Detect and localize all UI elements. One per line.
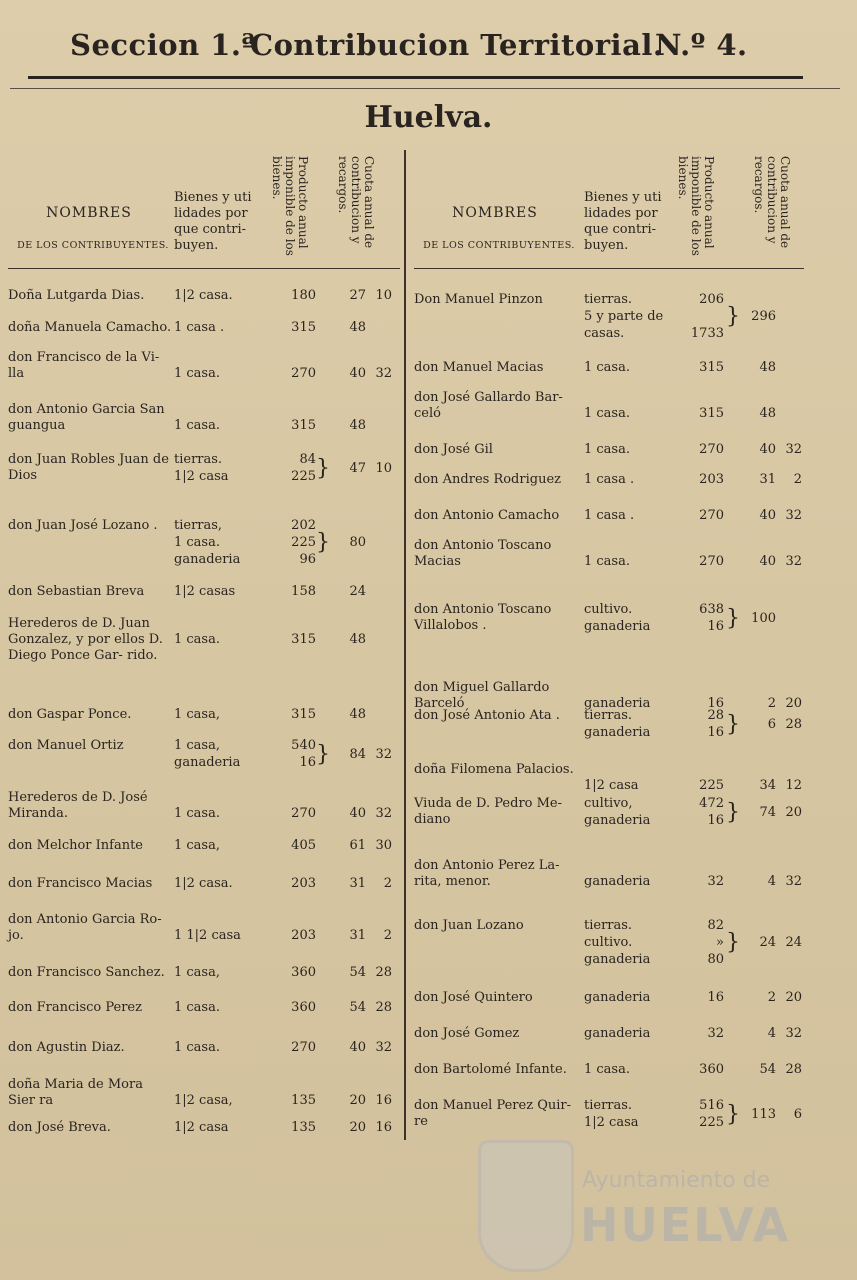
cuota-value xyxy=(324,707,392,723)
cuota-maravedis: 32 xyxy=(785,508,802,523)
bienes-entry: 1|2 casas xyxy=(174,584,236,599)
bienes-entry: 1 casa. xyxy=(174,535,220,550)
bienes-entry: 1 casa. xyxy=(584,554,630,569)
cuota-reales: 61 xyxy=(349,838,366,853)
cuota-reales: 47 xyxy=(349,460,366,476)
names-subheader: DE LOS CONTRIBUYENTES. xyxy=(17,240,169,251)
right-table-header xyxy=(414,150,804,269)
cuota-value xyxy=(736,1062,802,1078)
cuota-reales: 74 xyxy=(759,804,776,820)
producto-value: 32 xyxy=(707,1026,724,1041)
bienes-entry: 1 casa, xyxy=(174,838,220,853)
cuota-value xyxy=(324,747,392,763)
bienes-entry: 1 casa, xyxy=(174,965,220,980)
page-number: N.º 4. xyxy=(655,28,748,62)
contributor-name: don Juan Lozano xyxy=(414,918,524,933)
cuota-header: Cuota anual de contribucion y recargos. xyxy=(336,156,376,249)
cuota-reales: 40 xyxy=(349,806,366,821)
producto-value: 360 xyxy=(291,1000,316,1015)
cuota-reales: 27 xyxy=(349,288,366,303)
cuota-maravedis: 32 xyxy=(785,442,802,457)
contributor-name: Viuda de D. Pedro Me- diano xyxy=(414,796,563,827)
contributor-name: don Antonio Garcia Ro- jo. xyxy=(8,912,162,943)
cuota-reales: 80 xyxy=(349,535,366,550)
page-header xyxy=(0,28,857,72)
producto-value: 225 xyxy=(699,778,724,793)
contributor-name: don Antonio Camacho xyxy=(414,508,560,523)
cuota-header: Cuota anual de contribucion y recargos. xyxy=(752,156,792,249)
cuota-value xyxy=(736,696,802,712)
bienes-entry: 1 casa. xyxy=(174,418,220,433)
cuota-maravedis: 28 xyxy=(785,716,802,732)
cuota-value xyxy=(324,1000,392,1016)
names-header: NOMBRES xyxy=(46,205,132,221)
producto-header: Producto anual imponible de los bienes. xyxy=(676,156,716,256)
bienes-entry: ganaderia xyxy=(584,990,651,1005)
contributor-name: don Francisco Perez xyxy=(8,1000,142,1015)
producto-value: 96 xyxy=(299,552,316,567)
cuota-reales: 48 xyxy=(349,707,366,722)
cuota-reales: 40 xyxy=(759,508,776,523)
producto-value: 135 xyxy=(291,1120,316,1135)
watermark-line1: Ayuntamiento de xyxy=(582,1168,771,1193)
cuota-maravedis: 12 xyxy=(785,778,802,793)
cuota-value xyxy=(324,1040,392,1056)
producto-value: 360 xyxy=(291,965,316,980)
contributor-name: don Juan José Lozano . xyxy=(8,518,158,533)
producto-value: 32 xyxy=(707,874,724,889)
producto-value: 516 xyxy=(699,1098,724,1113)
cuota-maravedis: 32 xyxy=(375,746,392,762)
producto-value: 472 xyxy=(699,796,724,811)
crest-icon xyxy=(478,1140,574,1272)
cuota-value xyxy=(736,508,802,524)
bienes-entry: 1 casa. xyxy=(584,1062,630,1077)
contributor-name: don Juan Robles Juan de Dios xyxy=(8,452,169,483)
cuota-maravedis: 24 xyxy=(785,935,802,950)
bienes-entry: 5 y parte de xyxy=(584,309,664,324)
cuota-value xyxy=(324,320,392,336)
section-label: Seccion 1.ª xyxy=(70,28,257,62)
header-rule xyxy=(28,76,803,79)
bienes-entry: 1|2 casa xyxy=(174,1120,229,1135)
cuota-value xyxy=(324,418,392,434)
producto-value: 158 xyxy=(291,584,316,599)
grouping-brace-icon: } xyxy=(726,930,740,955)
bienes-entry: ganaderia xyxy=(584,1026,651,1041)
cuota-value xyxy=(324,366,392,382)
producto-value: 16 xyxy=(707,813,724,828)
producto-value: 360 xyxy=(699,1062,724,1077)
cuota-reales: 34 xyxy=(759,778,776,793)
cuota-value xyxy=(736,472,802,488)
bienes-entry: ganaderia xyxy=(584,725,651,740)
bienes-entry: 1 casa, xyxy=(174,738,220,753)
cuota-value xyxy=(324,632,392,648)
cuota-reales: 48 xyxy=(349,320,366,335)
contributor-name: don Francisco Sanchez. xyxy=(8,965,165,980)
bienes-entry: 1|2 casa xyxy=(584,778,639,793)
bienes-header: Bienes y uti lidades por que contri- buyen. xyxy=(584,190,662,253)
contributor-name: don José Breva. xyxy=(8,1120,111,1135)
contributor-name: don Francisco de la Vi- lla xyxy=(8,350,160,381)
bienes-entry: 1 1|2 casa xyxy=(174,928,241,943)
cuota-reales: 54 xyxy=(349,1000,366,1015)
contributor-name: don José Antonio Ata . xyxy=(414,708,560,723)
cuota-value xyxy=(324,965,392,981)
cuota-reales: 48 xyxy=(349,632,366,647)
producto-value: 82 xyxy=(707,918,724,933)
contributor-name: don Antonio Perez La- rita, menor. xyxy=(414,858,560,889)
producto-value: 135 xyxy=(291,1093,316,1108)
cuota-reales: 100 xyxy=(751,610,776,626)
producto-value: 270 xyxy=(699,508,724,523)
cuota-value xyxy=(736,778,802,794)
grouping-brace-icon: } xyxy=(726,711,740,737)
bienes-entry: tierras, xyxy=(174,518,223,533)
contributor-name: doña Manuela Camacho. xyxy=(8,320,172,335)
cuota-reales: 54 xyxy=(349,965,366,980)
cuota-value xyxy=(736,990,802,1006)
cuota-maravedis: 32 xyxy=(375,806,392,821)
bienes-entry: tierras. xyxy=(584,708,633,723)
bienes-entry: 1 casa. xyxy=(584,442,630,457)
cuota-value xyxy=(736,611,802,627)
cuota-maravedis: 32 xyxy=(375,1040,392,1055)
producto-value: 315 xyxy=(291,418,316,433)
cuota-value xyxy=(324,1093,392,1109)
contributor-name: don Antonio Toscano Villalobos . xyxy=(414,602,552,633)
grouping-brace-icon: } xyxy=(726,605,740,631)
producto-value: 315 xyxy=(699,406,724,421)
producto-value: 28 xyxy=(707,708,724,723)
cuota-maravedis: 10 xyxy=(375,460,392,476)
cuota-reales: 48 xyxy=(759,406,776,421)
cuota-value xyxy=(324,288,392,304)
cuota-reales: 31 xyxy=(349,876,366,891)
cuota-maravedis: 20 xyxy=(785,804,802,820)
cuota-reales: 113 xyxy=(751,1106,776,1122)
bienes-entry: ganaderia xyxy=(584,619,651,634)
producto-value: 206 xyxy=(699,292,724,307)
grouping-brace-icon: } xyxy=(726,304,740,329)
cuota-value xyxy=(736,309,802,325)
cuota-value xyxy=(736,1107,802,1123)
bienes-entry: 1|2 casa. xyxy=(174,876,233,891)
city-heading: Huelva. xyxy=(364,100,493,135)
contributor-name: don Antonio Garcia San guangua xyxy=(8,402,165,433)
producto-value: 225 xyxy=(291,469,316,484)
bienes-entry: ganaderia xyxy=(174,552,241,567)
bienes-entry: 1 casa, xyxy=(174,707,220,722)
bienes-entry: 1|2 casa xyxy=(174,469,229,484)
bienes-entry: 1 casa . xyxy=(584,508,635,523)
bienes-entry: cultivo, xyxy=(584,796,633,811)
grouping-brace-icon: } xyxy=(316,455,330,481)
contributor-name: don Sebastian Breva xyxy=(8,584,145,599)
cuota-maravedis: 2 xyxy=(383,876,392,891)
archive-watermark xyxy=(478,1140,791,1270)
contributor-name: don José Gallardo Bar- celó xyxy=(414,390,563,421)
producto-value: 315 xyxy=(291,632,316,647)
cuota-reales: 20 xyxy=(349,1093,366,1108)
producto-value: 270 xyxy=(699,442,724,457)
cuota-value xyxy=(736,935,802,951)
grouping-brace-icon: } xyxy=(726,1101,740,1127)
contributor-name: don Andres Rodriguez xyxy=(414,472,561,487)
producto-value: 1733 xyxy=(690,326,724,341)
cuota-maravedis: 28 xyxy=(375,965,392,980)
cuota-reales: 2 xyxy=(767,990,776,1005)
producto-value: 315 xyxy=(291,320,316,335)
producto-value: 180 xyxy=(291,288,316,303)
header-rule-thin xyxy=(10,88,840,89)
bienes-entry: cultivo. xyxy=(584,935,633,950)
cuota-value xyxy=(736,805,802,821)
bienes-entry: tierras. xyxy=(584,292,633,307)
producto-value: 16 xyxy=(299,755,316,770)
cuota-value xyxy=(324,535,392,551)
producto-value: 270 xyxy=(699,554,724,569)
cuota-maravedis: 16 xyxy=(375,1120,392,1135)
producto-value: 203 xyxy=(291,928,316,943)
cuota-reales: 6 xyxy=(767,716,776,732)
contributor-name: Don Manuel Pinzon xyxy=(414,292,543,307)
cuota-value xyxy=(736,874,802,890)
bienes-entry: ganaderia xyxy=(584,874,651,889)
cuota-value xyxy=(324,806,392,822)
cuota-value xyxy=(324,584,392,600)
contributor-name: don Antonio Toscano Macias xyxy=(414,538,552,569)
cuota-value xyxy=(736,442,802,458)
producto-value: » xyxy=(716,935,724,950)
cuota-value xyxy=(736,406,802,422)
contributor-name: don Manuel Ortiz xyxy=(8,738,124,753)
cuota-reales: 296 xyxy=(751,309,776,324)
contributor-name: Doña Lutgarda Dias. xyxy=(8,288,145,303)
cuota-reales: 54 xyxy=(759,1062,776,1077)
contributor-name: Herederos de D. José Miranda. xyxy=(8,790,148,821)
bienes-entry: ganaderia xyxy=(174,755,241,770)
cuota-reales: 48 xyxy=(759,360,776,375)
bienes-entry: cultivo. xyxy=(584,602,633,617)
cuota-maravedis: 32 xyxy=(785,554,802,569)
producto-value: 203 xyxy=(291,876,316,891)
producto-value: 225 xyxy=(291,535,316,550)
producto-header: Producto anual imponible de los bienes. xyxy=(270,156,310,256)
bienes-entry: tierras. xyxy=(584,918,633,933)
cuota-reales: 31 xyxy=(759,472,776,487)
cuota-reales: 4 xyxy=(767,874,776,889)
producto-value: 315 xyxy=(291,707,316,722)
cuota-maravedis: 2 xyxy=(793,472,802,487)
bienes-entry: 1 casa. xyxy=(174,1040,220,1055)
producto-value: 16 xyxy=(707,990,724,1005)
producto-value: 270 xyxy=(291,1040,316,1055)
bienes-entry: ganaderia xyxy=(584,813,651,828)
cuota-value xyxy=(324,928,392,944)
cuota-maravedis: 32 xyxy=(785,1026,802,1041)
bienes-entry: casas. xyxy=(584,326,625,341)
bienes-entry: tierras. xyxy=(174,452,223,467)
contributor-name: don Melchor Infante xyxy=(8,838,144,853)
bienes-entry: tierras. xyxy=(584,1098,633,1113)
cuota-maravedis: 6 xyxy=(793,1106,802,1122)
cuota-value xyxy=(324,876,392,892)
left-table-header xyxy=(8,150,400,269)
bienes-entry: 1 casa. xyxy=(174,806,220,821)
producto-value: 203 xyxy=(699,472,724,487)
producto-value: 202 xyxy=(291,518,316,533)
cuota-value xyxy=(736,360,802,376)
cuota-reales: 24 xyxy=(349,584,366,599)
producto-value: 84 xyxy=(299,452,316,467)
bienes-entry: 1|2 casa. xyxy=(174,288,233,303)
cuota-reales: 84 xyxy=(349,746,366,762)
grouping-brace-icon: } xyxy=(316,741,330,767)
producto-value: 16 xyxy=(707,725,724,740)
names-subheader: DE LOS CONTRIBUYENTES. xyxy=(423,240,575,251)
producto-value: 405 xyxy=(291,838,316,853)
cuota-maravedis: 16 xyxy=(375,1093,392,1108)
bienes-entry: 1 casa. xyxy=(584,406,630,421)
cuota-reales: 31 xyxy=(349,928,366,943)
left-ledger-column xyxy=(8,150,400,1135)
bienes-entry: 1 casa . xyxy=(584,472,635,487)
producto-value: 315 xyxy=(699,360,724,375)
grouping-brace-icon: } xyxy=(726,799,740,825)
grouping-brace-icon: } xyxy=(316,530,330,555)
cuota-value xyxy=(324,461,392,477)
producto-value: 16 xyxy=(707,696,724,711)
bienes-entry: ganaderia xyxy=(584,696,651,711)
cuota-value xyxy=(736,554,802,570)
cuota-maravedis: 32 xyxy=(375,366,392,381)
producto-value: 540 xyxy=(291,738,316,753)
contributor-name: don Francisco Macias xyxy=(8,876,153,891)
cuota-value xyxy=(324,1120,392,1136)
cuota-maravedis: 28 xyxy=(375,1000,392,1015)
contributor-name: don Gaspar Ponce. xyxy=(8,707,132,722)
cuota-reales: 40 xyxy=(759,442,776,457)
cuota-value xyxy=(736,1026,802,1042)
column-divider xyxy=(404,150,406,1140)
cuota-reales: 24 xyxy=(759,935,776,950)
contributor-name: don José Gomez xyxy=(414,1026,520,1041)
contributor-name: don José Gil xyxy=(414,442,493,457)
cuota-reales: 4 xyxy=(767,1026,776,1041)
contributor-name: don Manuel Macias xyxy=(414,360,544,375)
contributor-name: don Agustin Diaz. xyxy=(8,1040,125,1055)
cuota-maravedis: 30 xyxy=(375,838,392,853)
producto-value: 270 xyxy=(291,366,316,381)
cuota-maravedis: 10 xyxy=(375,288,392,303)
contributor-name: don José Quintero xyxy=(414,990,533,1005)
page-title: Contribucion Territorial. xyxy=(250,28,664,62)
cuota-value xyxy=(736,717,802,733)
producto-value: 270 xyxy=(291,806,316,821)
bienes-entry: 1|2 casa, xyxy=(174,1093,233,1108)
names-header: NOMBRES xyxy=(452,205,538,221)
cuota-maravedis: 28 xyxy=(785,1062,802,1077)
cuota-reales: 48 xyxy=(349,418,366,433)
bienes-entry: 1 casa. xyxy=(584,360,630,375)
cuota-maravedis: 20 xyxy=(785,990,802,1005)
bienes-entry: 1 casa. xyxy=(174,366,220,381)
right-ledger-column xyxy=(414,150,804,1130)
contributor-name: Herederos de D. Juan Gonzalez, y por ellos D. Diego Ponce Gar- rido. xyxy=(8,616,163,663)
watermark-line2: HUELVA xyxy=(580,1198,791,1252)
bienes-entry: ganaderia xyxy=(584,952,651,967)
cuota-reales: 40 xyxy=(349,366,366,381)
producto-value: 225 xyxy=(699,1115,724,1130)
cuota-maravedis: 32 xyxy=(785,874,802,889)
bienes-header: Bienes y uti lidades por que contri- buyen. xyxy=(174,190,252,253)
bienes-entry: 1 casa. xyxy=(174,1000,220,1015)
contributor-name: doña Maria de Mora Sier ra xyxy=(8,1077,143,1108)
producto-value: 638 xyxy=(699,602,724,617)
contributor-name: don Bartolomé Infante. xyxy=(414,1062,567,1077)
cuota-reales: 40 xyxy=(759,554,776,569)
cuota-maravedis: 2 xyxy=(383,928,392,943)
cuota-reales: 20 xyxy=(349,1120,366,1135)
contributor-name: don Manuel Perez Quir- re xyxy=(414,1098,571,1129)
cuota-value xyxy=(324,838,392,854)
bienes-entry: 1|2 casa xyxy=(584,1115,639,1130)
contributor-name: doña Filomena Palacios. xyxy=(414,762,574,777)
bienes-entry: 1 casa . xyxy=(174,320,225,335)
bienes-entry: 1 casa. xyxy=(174,632,220,647)
producto-value: 16 xyxy=(707,619,724,634)
cuota-reales: 2 xyxy=(767,696,776,711)
cuota-reales: 40 xyxy=(349,1040,366,1055)
producto-value: 80 xyxy=(707,952,724,967)
cuota-maravedis: 20 xyxy=(785,696,802,711)
contributor-name: don Miguel Gallardo Barceló xyxy=(414,680,550,711)
